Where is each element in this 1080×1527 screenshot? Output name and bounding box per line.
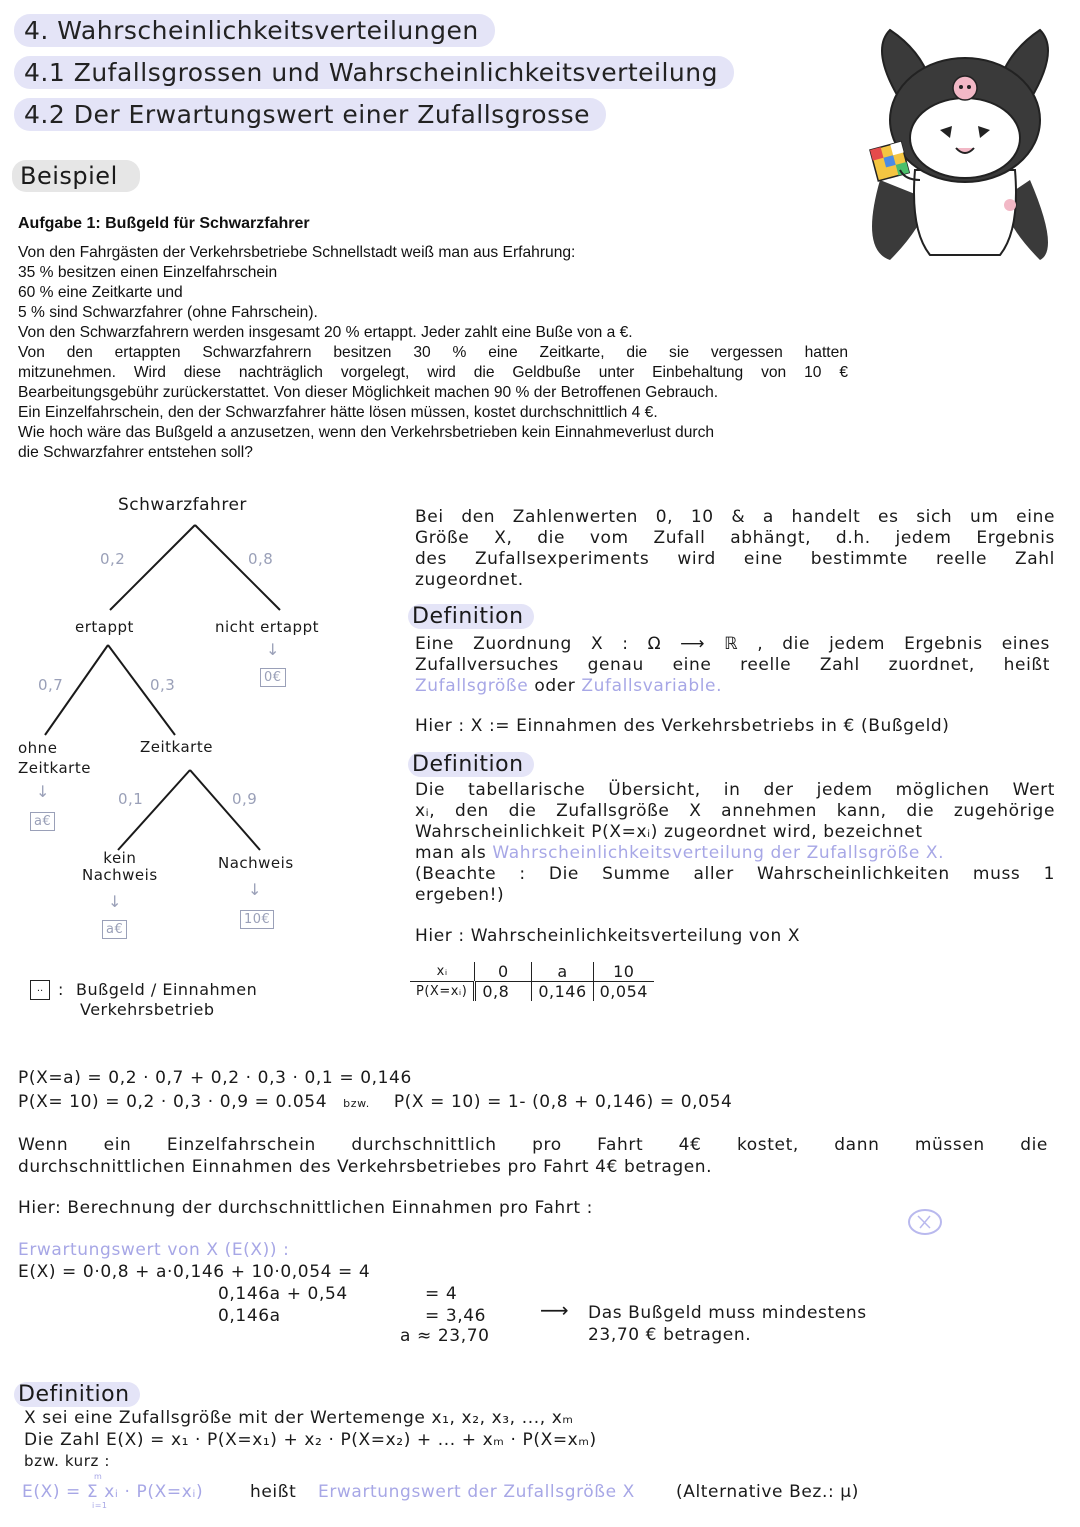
task-line: Von den Fahrgästen der Verkehrsbetriebe Schnellstadt weiß man aus Erfahrung: — [18, 244, 576, 261]
definition-line — [415, 676, 1050, 697]
table-cell: 10 — [593, 962, 654, 982]
bottom-definition-line-2: Die Zahl E(X) = x₁ · P(X=x₁) + x₂ · P(X=x₂) + ... + xₘ · P(X=xₘ) — [24, 1430, 597, 1450]
table-cell: a — [532, 962, 593, 982]
definition-label: Definition — [14, 1382, 140, 1407]
node-no-proof-line: Nachweis — [82, 866, 158, 884]
node-caught: ertappt — [75, 618, 134, 636]
heading-section-4-1: 4.1 Zufallsgrossen und Wahrscheinlichkeitsverteilung — [14, 56, 734, 89]
prob-card: 0,3 — [150, 676, 176, 694]
expectation-line-3: 0,146a — [218, 1306, 281, 1326]
task-line: Wie hoch wäre das Bußgeld a anzusetzen, wenn den Verkehrsbetrieben kein Einnahmeverlust durch — [18, 424, 715, 441]
definition-line: xᵢ, den die Zufallsgröße X annehmen kann, die zugehörige — [415, 801, 1055, 821]
task-text — [18, 243, 848, 463]
definition-line: (Beachte : Die Summe aller Wahrscheinlichkeiten muss 1 — [415, 864, 1055, 884]
intro-line: des Zufallsexperiments wird eine bestimmte reelle Zahl — [415, 549, 1055, 569]
arrow-right-icon: ⟶ — [540, 1298, 569, 1322]
term-random-variable-alt: Zufallsvariable. — [581, 676, 723, 696]
table-cell: xᵢ — [410, 962, 475, 982]
definition-line: Zufallversuches genau eine reelle Zahl zuordnet, heißt — [415, 655, 1050, 675]
definition-label: Definition — [408, 604, 534, 629]
task-line: die Schwarzfahrer entstehen soll? — [18, 444, 253, 461]
intro-line: Bei den Zahlenwerten 0, 10 & a handelt es sich um eine — [415, 507, 1055, 527]
example-label: Beispiel — [12, 160, 140, 192]
down-arrow-icon: ↓ — [108, 892, 122, 911]
heading-section-4-2: 4.2 Der Erwartungswert einer Zufallsgrosse — [14, 98, 606, 131]
explanation-text — [18, 1134, 1048, 1178]
node-no-card — [18, 738, 91, 778]
tree-root: Schwarzfahrer — [118, 495, 247, 515]
value-box: a€ — [102, 920, 127, 939]
explanation-line: Wenn ein Einzelfahrschein durchschnittlich pro Fahrt 4€ kostet, dann müssen die — [18, 1135, 1048, 1155]
down-arrow-icon: ↓ — [36, 782, 50, 801]
legend-text — [58, 980, 257, 1020]
task-line: 5 % sind Schwarzfahrer (ohne Fahrschein). — [18, 304, 318, 321]
legend-line: Bußgeld / Einnahmen — [76, 980, 258, 999]
alternative-notation: (Alternative Bez.: μ) — [676, 1482, 859, 1502]
definition-1 — [415, 634, 1050, 697]
node-no-card-line: Zeitkarte — [18, 759, 91, 777]
value-box: 0€ — [260, 668, 286, 687]
prob-no-card: 0,7 — [38, 676, 64, 694]
node-no-proof — [82, 850, 158, 884]
task-line: 60 % eine Zeitkarte und — [18, 284, 183, 301]
calc-line-1: P(X=a) = 0,2 · 0,7 + 0,2 · 0,3 · 0,1 = 0,146 — [18, 1068, 412, 1088]
node-no-proof-line: kein — [103, 849, 137, 867]
task-line: mitzunehmen. Wird diese nachträglich vorgelegt, wird die Geldbuße unter Einbehaltung von 10 € — [18, 364, 848, 381]
expectation-result: a ≈ 23,70 — [400, 1326, 490, 1346]
legend-line: Verkehrsbetrieb — [80, 1000, 215, 1019]
table-row — [410, 962, 654, 982]
colon-mark: : — [58, 980, 64, 999]
down-arrow-icon: ↓ — [248, 880, 262, 899]
expectation-line-2-result: = 4 — [425, 1284, 458, 1304]
definition-line — [415, 843, 1055, 864]
table-cell: 0,8 — [475, 982, 532, 1002]
definition-line: ergeben!) — [415, 885, 505, 905]
task-line: Von den ertappten Schwarzfahrern besitzen 30 % eine Zeitkarte, die sie vergessen hatten — [18, 344, 848, 361]
intro-line: Größe X, die vom Zufall abhängt, d.h. jedem Ergebnis — [415, 528, 1055, 548]
value-box: 10€ — [240, 910, 274, 929]
calc-fragment: bzw. — [343, 1097, 370, 1110]
prob-proof: 0,9 — [232, 790, 258, 808]
term-expectation: Erwartungswert der Zufallsgröße X — [318, 1482, 635, 1502]
bottom-definition-line-1: X sei eine Zufallsgröße mit der Wertemenge x₁, x₂, x₃, ..., xₘ — [24, 1408, 574, 1428]
word-or: oder — [534, 676, 576, 696]
text-fragment: man als — [415, 843, 487, 863]
explanation-line: durchschnittlichen Einnahmen des Verkehrsbetriebes pro Fahrt 4€ betragen. — [18, 1157, 713, 1177]
table-cell: 0,054 — [599, 982, 648, 1001]
result-line: Das Bußgeld muss mindestens — [588, 1303, 867, 1323]
expectation-line-1: E(X) = 0·0,8 + a·0,146 + 10·0,054 = 4 — [18, 1262, 371, 1282]
prob-not-caught: 0,8 — [248, 550, 274, 568]
prob-caught: 0,2 — [100, 550, 126, 568]
expectation-formula: E(X) = Σ xᵢ · P(X=xᵢ) — [22, 1482, 204, 1502]
expectation-label: Erwartungswert von X (E(X)) : — [18, 1240, 290, 1260]
calc-line-2 — [18, 1092, 732, 1112]
calc-fragment: P(X = 10) = 1- (0,8 + 0,146) = 0,054 — [393, 1092, 733, 1112]
term-random-variable: Zufallsgröße — [415, 676, 529, 696]
bottom-definition-line-3: bzw. kurz : — [24, 1452, 111, 1470]
definition-line: Wahrscheinlichkeit P(X=xᵢ) zugeordnet wird, bezeichnet — [415, 822, 923, 842]
result-line: 23,70 € betragen. — [588, 1325, 752, 1345]
sum-upper-limit: m — [94, 1472, 103, 1481]
task-line: Bearbeitungsgebühr zurückerstattet. Von dieser Möglichkeit machen 90 % der Betroffenen Gebrauch. — [18, 384, 719, 401]
distribution-table — [410, 962, 654, 1001]
task-title: Aufgabe 1: Bußgeld für Schwarzfahrer — [18, 215, 310, 232]
task-line: Von den Schwarzfahrern werden insgesamt 20 % ertappt. Jeder zahlt eine Buße von a €. — [18, 324, 633, 341]
table-cell: 0 — [475, 962, 532, 982]
definition-2 — [415, 780, 1055, 906]
term-distribution: Wahrscheinlichkeitsverteilung der Zufallsgröße X. — [492, 843, 945, 863]
hier-distribution: Hier : Wahrscheinlichkeitsverteilung von X — [415, 926, 801, 946]
word-heisst: heißt — [250, 1482, 297, 1502]
down-arrow-icon: ↓ — [266, 640, 280, 659]
hier-random-variable: Hier : X := Einnahmen des Verkehrsbetriebs in € (Bußgeld) — [415, 716, 950, 736]
value-box: a€ — [30, 812, 55, 831]
node-card: Zeitkarte — [140, 738, 213, 756]
task-line: 35 % besitzen einen Einzelfahrschein — [18, 264, 278, 281]
sum-lower-limit: i=1 — [92, 1501, 108, 1510]
definition-label: Definition — [408, 752, 534, 777]
intro-line: zugeordnet. — [415, 570, 524, 590]
table-cell: 0,146 — [532, 982, 593, 1002]
legend-box: .. — [30, 980, 50, 1000]
hier-expectation: Hier: Berechnung der durchschnittlichen Einnahmen pro Fahrt : — [18, 1198, 593, 1218]
table-row — [410, 982, 654, 1002]
node-proof: Nachweis — [218, 854, 294, 872]
expectation-line-2: 0,146a + 0,54 — [218, 1284, 348, 1304]
expectation-line-3-result: = 3,46 — [425, 1306, 487, 1326]
task-line: Ein Einzelfahrschein, den der Schwarzfahrer hätte lösen müssen, kostet durchschnittlich 4 €. — [18, 404, 658, 421]
node-not-caught: nicht ertappt — [215, 618, 319, 636]
table-cell: P(X=xᵢ) — [410, 982, 475, 1002]
definition-line: Die tabellarische Übersicht, in der jedem möglichen Wert — [415, 780, 1055, 800]
prob-no-proof: 0,1 — [118, 790, 144, 808]
calc-fragment: P(X= 10) = 0,2 · 0,3 · 0,9 = 0.054 — [18, 1092, 328, 1112]
definition-line: Eine Zuordnung X : Ω ⟶ ℝ , die jedem Ergebnis eines — [415, 634, 1050, 654]
node-no-card-line: ohne — [18, 739, 58, 757]
result-text — [588, 1302, 867, 1346]
intro-text — [415, 507, 1055, 591]
heading-chapter: 4. Wahrscheinlichkeitsverteilungen — [14, 14, 495, 47]
